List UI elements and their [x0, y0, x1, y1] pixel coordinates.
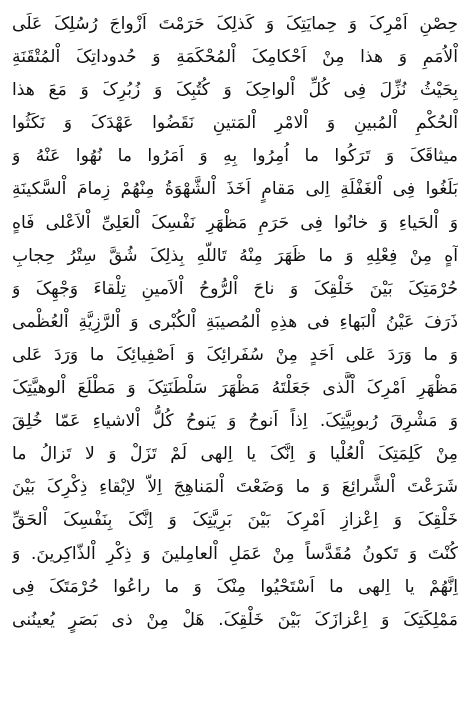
text-line: میثاقَکَ وَ تَرَکُوا ما اُمِرُوا بِهِ وَ اَمَرُوا ما نُهُوا عَنْهُ وَ — [12, 146, 458, 167]
text-line: ذَرَفَ عَیْنُ اْلبَهاءِ فی هذِهِ اْلمُصیبَةِ اْلکُبْری وَ اْلرَّزِیَّةِ اْلعُظْمی — [12, 311, 458, 332]
text-line: اِنَّهُمْ یا اِلهی ما اَسْتَحْیُوا مِنْکَ وَ ما راعُوا حُرْمَتَکَ فِی — [12, 576, 458, 597]
text-line: کُنْتَ وَ تَکونُ مُقَدَّساً مِنْ عَمَلِ اْلعامِلینَ وَ ذِکْرِ اْلذّاکِرینَ. وَ — [12, 543, 458, 564]
document-page — [12, 8, 458, 704]
text-line: اْلاُمَمِ وَ هذا مِنْ اَحْکامِکَ اْلمُحْکَمَةِ وَ حُدوداتِکَ اْلمُتْقَنَةِ — [12, 47, 458, 68]
text-line: خَلْقِکَ وَ اِعْزازِ اَمْرِکَ بَیْنَ بَرِیَّتِکَ وَ اِنَّکَ بِنَفْسِکَ اْلحَقِّ — [12, 510, 458, 531]
text-line: وَ ما وَرَدَ عَلی اَحَدٍ مِنْ سُفَرائِکَ وَ اَصْفِیائِکَ ما وَرَدَ عَلی — [12, 344, 458, 365]
text-line: شَرَعْتَ اْلشَّرائِعَ وَ ما وَضَعْتَ اْلمَناهِجَ اِلاّ لاِبْقاءِ ذِکْرِکَ بَیْنَ — [12, 477, 458, 498]
text-line: مَمْلِکَتِکَ وَ اِعْزازَکَ بَیْنَ خَلْقِکَ. هَلْ مِنْ ذی بَصَرٍ یُعینُنی — [12, 609, 458, 630]
text-line: آهٍ مِنْ فِعْلِهِ وَ ما ظَهَرَ مِنْهُ تَاللّهِ بِذلِکَ شُقَّ سِتْرُ حِجابِ — [12, 245, 458, 266]
text-line: وَ اْلحَیاءِ وَ خانُوا فِی حَرَمِ مَظْهَرِ نَفْسِکَ اْلعَلِیِّ اْلاَعْلی فَاهٍ — [12, 212, 458, 233]
text-line: اْلحُکْمِ اْلمُبینِ وَ اْلامْرِ اْلمَتینِ نَقَضُوا عَهْدَکَ وَ نَکَثُوا — [12, 113, 458, 134]
text-line: مَظْهَرِ اَمْرِکَ اْلَّذی جَعَلْتَهُ مَظْهَرَ سَلْطَنَتِکَ وَ مَطْلَعَ اْلوهیَّتِکَ — [12, 378, 458, 399]
text-line: حُرْمَتِکَ بَیْنَ خَلْقِکَ وَ ناحَ اْلرُّوحُ اْلاَمینِ تِلْقاءَ وَجْهِکَ وَ — [12, 278, 458, 299]
text-line: وَ مَشْرِقَ رُبوبِیَّتِکَ. اِذاً اَنوحُ وَ یَنوحُ کُلُّ اْلاشیاءِ عَمّا خُلِقَ — [12, 411, 458, 432]
text-line: بِحَیْثُ نُزِّلَ فِی کُلِّ اْلواحِکَ وَ کُتُبِکَ وَ زُبُرِکَ وَ مَعَ هذا — [12, 80, 458, 101]
text-line: مِنْ کَلِمَتِکَ اْلعُلْیا وَ اِنَّکَ یا اِلهی لَمْ تَزَلْ وَ لا تَزالُ ما — [12, 444, 458, 465]
text-line: حِصْنِ اَمْرِکَ وَ حِمایَتِکَ وَ کَذلِکَ حَرَمْتَ اَزْواجَ رُسُلِکَ عَلَی — [12, 14, 458, 34]
text-line: بَلَغُوا فِی اْلغَفْلَةِ اِلی مَقامٍ اَخَذَ اْلشَّهْوَةُ مِنْهُمْ زِمامَ اْلسَّکینَةِ — [12, 179, 458, 200]
